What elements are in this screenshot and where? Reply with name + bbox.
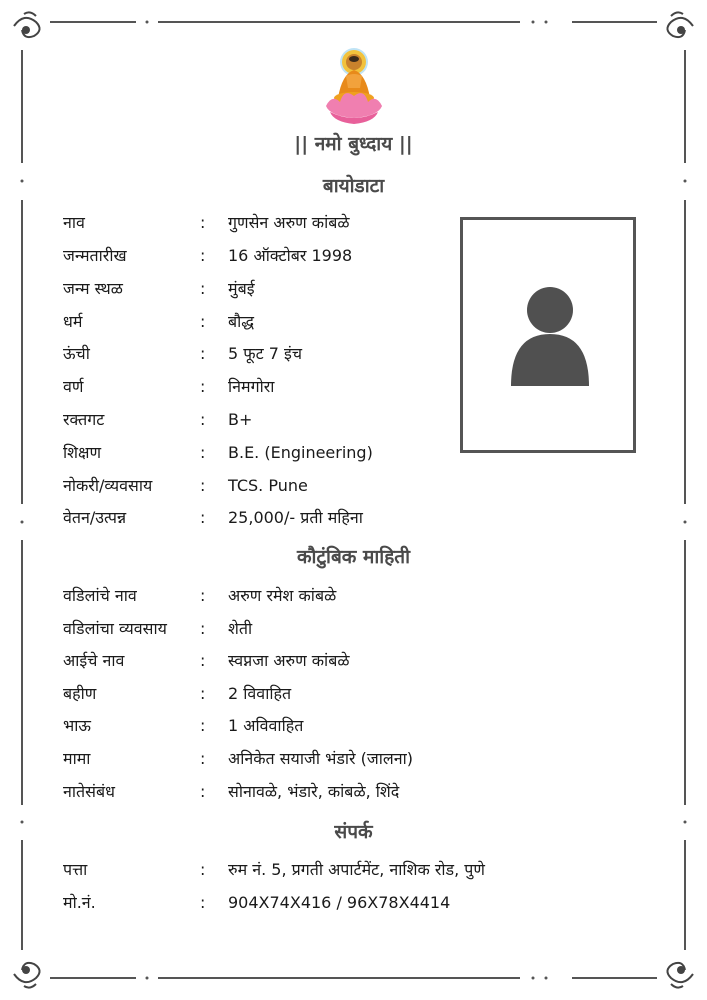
field-label: वडिलांचा व्यवसाय — [63, 619, 167, 638]
invocation-heading: || नमो बुध्दाय || — [294, 133, 413, 155]
field-value: अनिकेत सयाजी भंडारे (जालना) — [228, 749, 414, 768]
field-value: सोनावळे, भंडारे, कांबळे, शिंदे — [228, 782, 400, 801]
field-value: 904X74X416 / 96X78X4414 — [228, 893, 451, 912]
field-separator: : — [200, 312, 206, 331]
buddha-on-lotus-icon — [318, 46, 390, 128]
field-value: निमगोरा — [228, 377, 275, 396]
biodata-title: बायोडाटा — [322, 175, 385, 197]
field-label: नोकरी/व्यवसाय — [63, 476, 153, 495]
field-value: अरुण रमेश कांबळे — [228, 586, 337, 605]
field-value: 16 ऑक्टोबर 1998 — [228, 246, 353, 265]
field-label: रक्तगट — [63, 410, 105, 429]
field-value: TCS. Pune — [228, 476, 308, 495]
photo-placeholder — [460, 217, 636, 453]
contact-title: संपर्क — [334, 821, 373, 843]
field-label: नाव — [63, 213, 85, 232]
field-separator: : — [200, 749, 206, 768]
field-label: धर्म — [63, 312, 83, 331]
field-label: मो.नं. — [63, 893, 96, 912]
field-separator: : — [200, 619, 206, 638]
field-separator: : — [200, 893, 206, 912]
field-value: शेती — [228, 619, 253, 638]
field-separator: : — [200, 782, 206, 801]
field-value: B+ — [228, 410, 253, 429]
field-label: ऊंची — [63, 344, 90, 363]
field-label: जन्म स्थळ — [63, 279, 123, 298]
field-separator: : — [200, 684, 206, 703]
field-value: 5 फूट 7 इंच — [228, 344, 303, 363]
field-value: गुणसेन अरुण कांबळे — [228, 213, 350, 232]
field-label: जन्मतारीख — [63, 246, 127, 265]
field-separator: : — [200, 860, 206, 879]
field-label: शिक्षण — [63, 443, 102, 462]
field-label: वर्ण — [63, 377, 84, 396]
field-label: भाऊ — [63, 716, 91, 735]
field-separator: : — [200, 651, 206, 670]
field-label: आईचे नाव — [63, 651, 125, 670]
field-separator: : — [200, 279, 206, 298]
field-separator: : — [200, 344, 206, 363]
field-separator: : — [200, 508, 206, 527]
field-value: रुम नं. 5, प्रगती अपार्टमेंट, नाशिक रोड, पुणे — [228, 860, 485, 879]
field-label: बहीण — [63, 684, 97, 703]
field-separator: : — [200, 476, 206, 495]
field-label: पत्ता — [63, 860, 88, 879]
field-separator: : — [200, 213, 206, 232]
field-value: मुंबई — [228, 279, 255, 298]
field-separator: : — [200, 586, 206, 605]
field-value: स्वप्नजा अरुण कांबळे — [228, 651, 350, 670]
field-separator: : — [200, 246, 206, 265]
field-separator: : — [200, 377, 206, 396]
field-separator: : — [200, 443, 206, 462]
field-value: 2 विवाहित — [228, 684, 292, 703]
field-label: नातेसंबंध — [63, 782, 115, 801]
field-value: 1 अविवाहित — [228, 716, 304, 735]
family-title: कौटुंबिक माहिती — [296, 546, 411, 568]
field-label: वडिलांचे नाव — [63, 586, 137, 605]
field-separator: : — [200, 410, 206, 429]
user-silhouette-icon — [463, 220, 633, 450]
field-value: बौद्ध — [228, 312, 255, 331]
field-label: मामा — [63, 749, 91, 768]
field-separator: : — [200, 716, 206, 735]
field-value: 25,000/- प्रती महिना — [228, 508, 363, 527]
field-value: B.E. (Engineering) — [228, 443, 373, 462]
field-label: वेतन/उत्पन्न — [63, 508, 127, 527]
